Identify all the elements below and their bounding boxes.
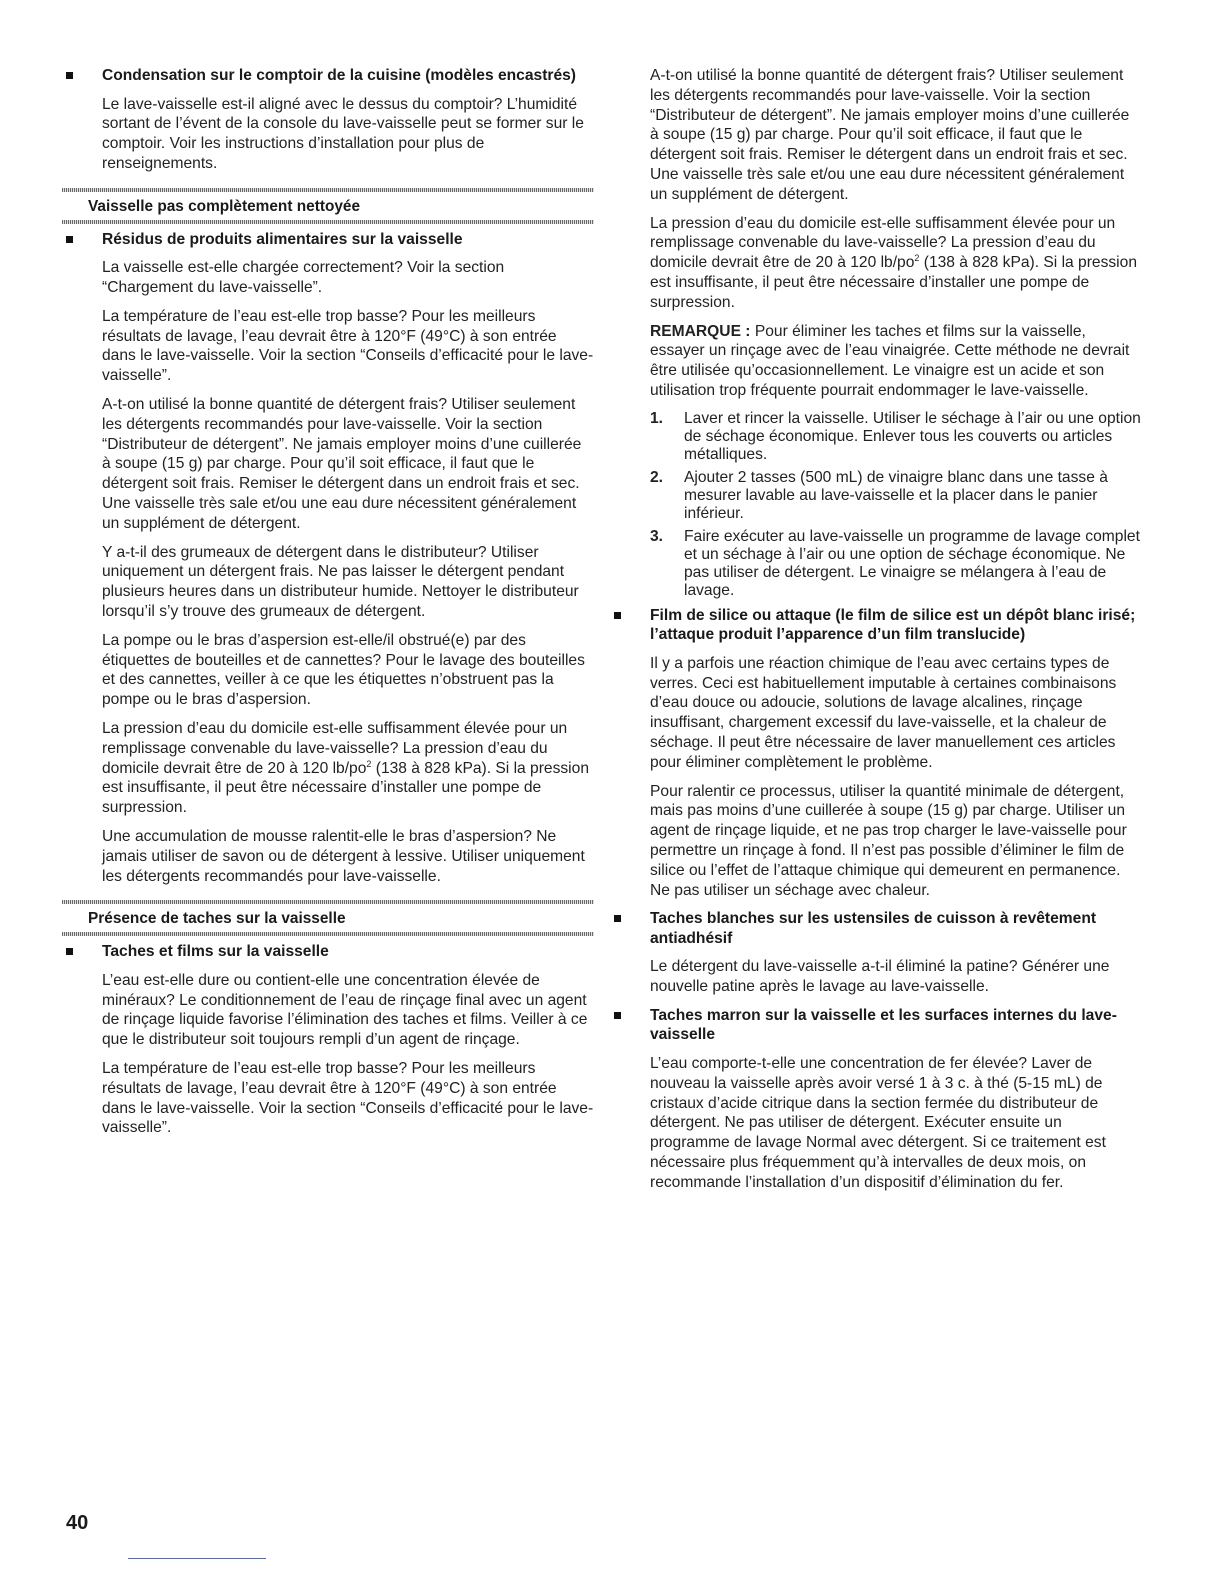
heading-white-spots: Taches blanches sur les ustensiles de cuisson à revêtement antiadhésif — [610, 909, 1142, 948]
paragraph: L’eau comporte-t-elle une concentration de fer élevée? Laver de nouveau la vaisselle après avoir versé 1 à 3 c. à thé (5-15 mL) de cristaux d’acide citrique dans la section fermée du distributeur de détergent. Ne pas utiliser de détergent. Exécuter ensuite un programme de lavage Normal avec détergent. Si ce traitement est nécessaire plus fréquemment qu’à intervalles de deux mois, on recommande l’installation d’un dispositif d’élimination du fer. — [650, 1054, 1106, 1191]
paragraph: La vaisselle est-elle chargée correctement? Voir la section “Chargement du lave-vaisselle”. — [102, 259, 505, 296]
heading-silica-film: Film de silice ou attaque (le film de silice est un dépôt blanc irisé; l’attaque produit l’apparence d’un film translucide) — [610, 606, 1142, 645]
list-item: 1. Laver et rincer la vaisselle. Utiliser le séchage à l’air ou une option de séchage économique. Enlever tous les couverts ou articles métalliques. — [650, 409, 1141, 463]
heading-brown-spots: Taches marron sur la vaisselle et les surfaces internes du lave-vaisselle — [610, 1006, 1142, 1045]
bullet-square-icon — [614, 915, 621, 922]
right-column — [610, 66, 1142, 1201]
paragraph: Une accumulation de mousse ralentit-elle le bras d’aspersion? Ne jamais utiliser de savon ou de détergent à lessive. Utiliser uniquement les détergents recommandés pour lave-vaisselle. — [102, 827, 585, 885]
paragraph: Pour ralentir ce processus, utiliser la quantité minimale de détergent, mais pas moins d’une cuillerée à soupe (15 g) par charge. Utiliser un agent de rinçage liquide, et ne pas trop charger le lave-vaisselle pour permettre un rinçage à fond. Il n’est pas possible d’éliminer le film de silice ou l’effet de l’attaque chimique qui demeurent en permanence. Ne pas utiliser un séchage avec chaleur. — [650, 782, 1127, 899]
list-item: 3. Faire exécuter au lave-vaisselle un programme de lavage complet et un séchage à l’air ou une option de séchage économique. Ne pas utiliser de détergent. Le vinaigre se mélangera à l’eau de lavage. — [650, 527, 1140, 599]
list-item: 2. Ajouter 2 tasses (500 mL) de vinaigre blanc dans une tasse à mesurer lavable au lave-vaisselle et la placer dans le panier inférieur. — [650, 468, 1108, 522]
paragraph-water-pressure: La pression d’eau du domicile est-elle suffisamment élevée pour un remplissage convenable du lave-vaisselle? La pression d’eau du domicile devrait être de 20 à 120 $lb/po^2$ (138 à 828 kPa). Si la pression est insuffisante, il peut être nécessaire d’installer une pompe de surpression. — [650, 214, 1137, 311]
paragraph: La température de l’eau est-elle trop basse? Pour les meilleurs résultats de lavage, l’eau devrait être à 120°F (49°C) à son entrée dans le lave-vaisselle. Voir la section “Conseils d’efficacité pour le lave-vaisselle”. — [102, 307, 594, 385]
paragraph: Le détergent du lave-vaisselle a-t-il éliminé la patine? Générer une nouvelle patine après le lavage au lave-vaisselle. — [650, 958, 1110, 996]
paragraph: L’eau est-elle dure ou contient-elle une concentration élevée de minéraux? Le conditionnement de l’eau de rinçage final avec un agent de rinçage liquide favorise l’élimination des taches et films. Veiller à ce que le distributeur soit toujours rempli d’un agent de rinçage. — [102, 971, 588, 1049]
heading-condensation: Condensation sur le comptoir de la cuisine (modèles encastrés) — [62, 66, 594, 86]
bullet-square-icon — [66, 948, 73, 955]
paragraph: A-t-on utilisé la bonne quantité de détergent frais? Utiliser seulement les détergents recommandés pour lave-vaisselle. Voir la section “Distributeur de détergent”. Ne jamais employer moins d’une cuillerée à soupe (15 g) par charge. Pour qu’il soit efficace, il faut que le détergent soit frais. Remiser le détergent dans un endroit frais et sec. Une vaisselle très sale et/ou une eau dure nécessitent généralement un supplément de détergent. — [102, 395, 582, 532]
paragraph: A-t-on utilisé la bonne quantité de détergent frais? Utiliser seulement les détergents recommandés pour lave-vaisselle. Voir la section “Distributeur de détergent”. Ne jamais employer moins d’une cuillerée à soupe (15 g) par charge. Pour qu’il soit efficace, il faut que le détergent soit frais. Remiser le détergent dans un endroit frais et sec. Une vaisselle très sale et/ou une eau dure nécessitent généralement un supplément de détergent. — [650, 67, 1130, 203]
bullet-square-icon — [66, 236, 73, 243]
bullet-square-icon — [614, 612, 621, 619]
page-number: 40 — [66, 1512, 89, 1534]
section-header-spots: Présence de taches sur la vaisselle — [62, 900, 594, 932]
paragraph: Il y a parfois une réaction chimique de l’eau avec certains types de verres. Ceci est habituellement imputable à certaines combinaisons d’eau douce ou adoucie, solutions de lavage alcalines, rinçage insuffisant, chargement excessif du lave-vaisselle, et la chaleur de séchage. Il peut être nécessaire de laver manuellement ces articles pour éliminer complètement le problème. — [650, 654, 1117, 771]
heading-food-residue: Résidus de produits alimentaires sur la vaisselle — [62, 230, 594, 250]
note-label: REMARQUE : — [650, 322, 751, 340]
paragraph: La pompe ou le bras d’aspersion est-elle/il obstrué(e) par des étiquettes de bouteilles et de cannettes? Pour le lavage des bouteilles et des cannettes, veiller à ce que les étiquettes n’obstruent pas la pompe ou le bras d’aspersion. — [102, 631, 585, 709]
bullet-square-icon — [614, 1012, 621, 1019]
paragraph-water-pressure: La pression d’eau du domicile est-elle suffisamment élevée pour un remplissage convenable du lave-vaisselle? La pression d’eau du domicile devrait être de 20 à 120 $lb/po^2$ (138 à 828 kPa). Si la pression est insuffisante, il peut être nécessaire d’installer une pompe de surpression. — [102, 719, 589, 817]
bullet-square-icon — [66, 72, 73, 79]
paragraph: Le lave-vaisselle est-il aligné avec le dessus du comptoir? L’humidité sortant de l’évent de la console du lave-vaisselle peut se former sur le comptoir. Voir les instructions d’installation pour plus de renseignements. — [102, 95, 584, 172]
paragraph: La température de l’eau est-elle trop basse? Pour les meilleurs résultats de lavage, l’eau devrait être à 120°F (49°C) à son entrée dans le lave-vaisselle. Voir la section “Conseils d’efficacité pour le lave-vaisselle”. — [102, 1059, 594, 1137]
paragraph: Y a-t-il des grumeaux de détergent dans le distributeur? Utiliser uniquement un détergent frais. Ne pas laisser le détergent pendant plusieurs heures dans un distributeur humide. Nettoyer le distributeur lorsqu’il s’y trouve des grumeaux de détergent. — [102, 543, 579, 620]
section-header-not-clean: Vaisselle pas complètement nettoyée — [62, 188, 594, 220]
left-column — [62, 66, 594, 1147]
note-paragraph: REMARQUE : Pour éliminer les taches et films sur la vaisselle, essayer un rinçage avec de l’eau vinaigrée. Cette méthode ne devrait être utilisée qu’occasionnellement. Le vinaigre est un acide et son utilisation trop fréquente pourrait endommager le lave-vaisselle. — [650, 322, 1130, 399]
heading-spots-films: Taches et films sur la vaisselle — [62, 942, 594, 962]
vinegar-steps-list — [650, 410, 1142, 600]
footer-divider — [128, 1558, 266, 1559]
